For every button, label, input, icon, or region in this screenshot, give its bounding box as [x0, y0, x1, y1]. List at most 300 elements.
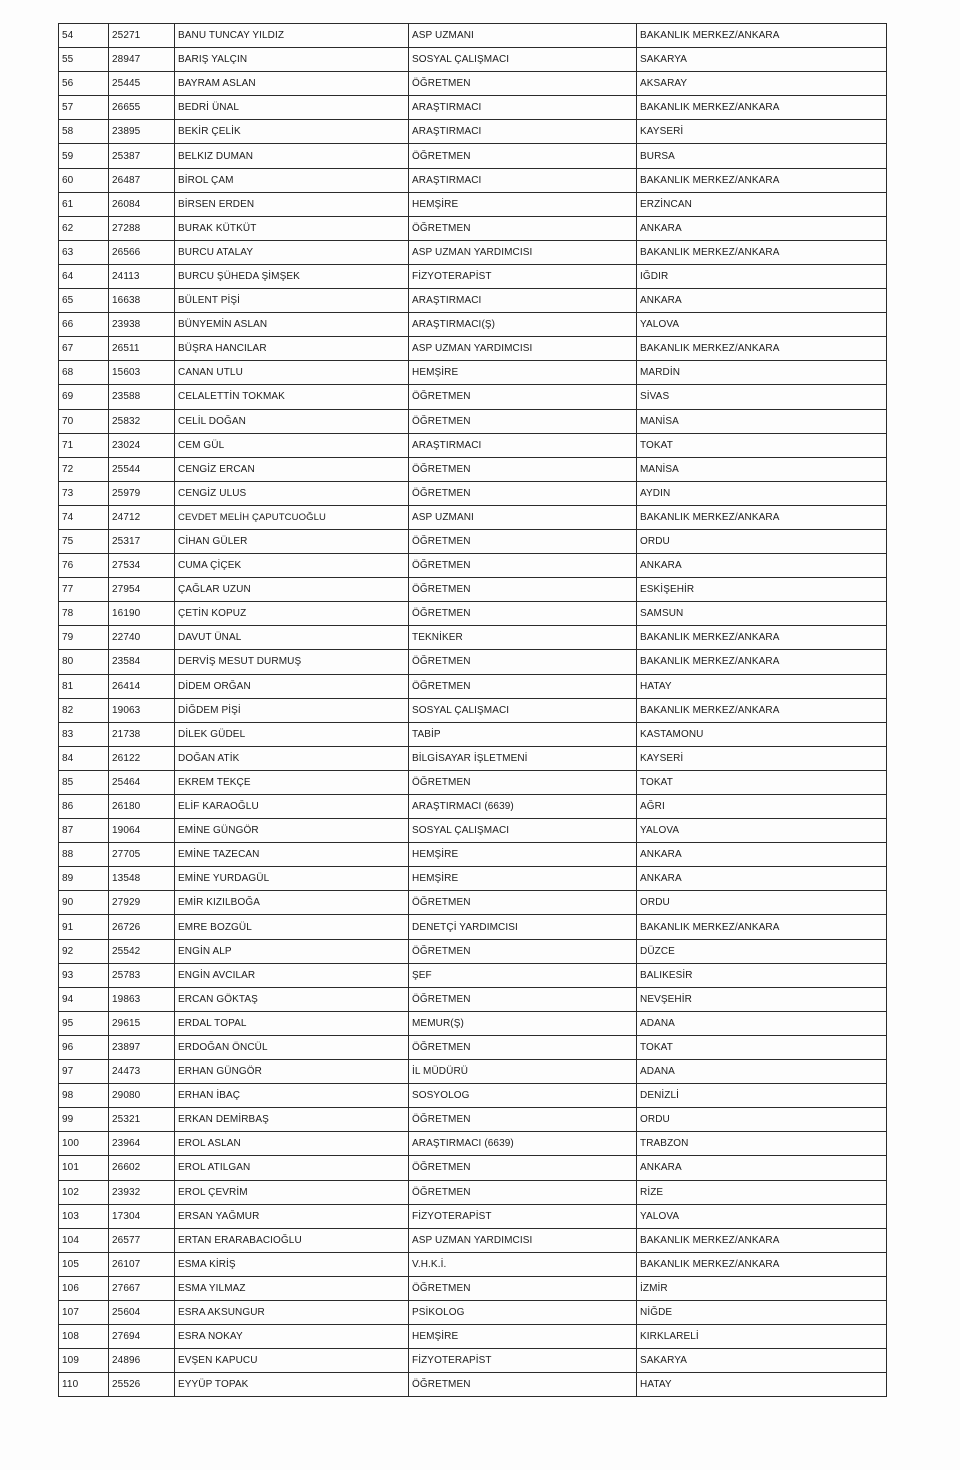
row-number-cell: 70 — [59, 409, 109, 433]
name-cell: ERDAL TOPAL — [175, 1011, 409, 1035]
table-row — [59, 963, 887, 987]
table-row — [59, 1011, 887, 1035]
location-cell: DÜZCE — [637, 939, 887, 963]
job-title-cell: ARAŞTIRMACI — [409, 96, 637, 120]
job-title-cell: BİLGİSAYAR İŞLETMENİ — [409, 746, 637, 770]
location-cell: MARDİN — [637, 361, 887, 385]
name-cell: ERDOĞAN ÖNCÜL — [175, 1035, 409, 1059]
registry-number-cell: 25445 — [109, 72, 175, 96]
location-cell: KIRKLARELİ — [637, 1325, 887, 1349]
job-title-cell: ARAŞTIRMACI — [409, 289, 637, 313]
registry-number-cell: 26180 — [109, 795, 175, 819]
row-number-cell: 59 — [59, 144, 109, 168]
registry-number-cell: 29615 — [109, 1011, 175, 1035]
location-cell: MANİSA — [637, 457, 887, 481]
registry-number-cell: 26414 — [109, 674, 175, 698]
name-cell: BÜLENT PİŞİ — [175, 289, 409, 313]
table-row — [59, 626, 887, 650]
row-number-cell: 72 — [59, 457, 109, 481]
table-row — [59, 698, 887, 722]
job-title-cell: HEMŞİRE — [409, 867, 637, 891]
name-cell: ERTAN ERARABACIOĞLU — [175, 1228, 409, 1252]
job-title-cell: ÖĞRETMEN — [409, 554, 637, 578]
name-cell: EROL ATILGAN — [175, 1156, 409, 1180]
table-row — [59, 505, 887, 529]
location-cell: KASTAMONU — [637, 722, 887, 746]
location-cell: AKSARAY — [637, 72, 887, 96]
location-cell: ANKARA — [637, 289, 887, 313]
name-cell: ESMA YILMAZ — [175, 1276, 409, 1300]
table-row — [59, 1132, 887, 1156]
row-number-cell: 88 — [59, 843, 109, 867]
location-cell: MANİSA — [637, 409, 887, 433]
location-cell: RİZE — [637, 1180, 887, 1204]
job-title-cell: ÖĞRETMEN — [409, 529, 637, 553]
job-title-cell: ÖĞRETMEN — [409, 216, 637, 240]
row-number-cell: 73 — [59, 481, 109, 505]
job-title-cell: ÖĞRETMEN — [409, 770, 637, 794]
registry-number-cell: 27667 — [109, 1276, 175, 1300]
job-title-cell: ÖĞRETMEN — [409, 457, 637, 481]
location-cell: HATAY — [637, 1373, 887, 1397]
job-title-cell: ÖĞRETMEN — [409, 144, 637, 168]
table-row — [59, 216, 887, 240]
table-row — [59, 650, 887, 674]
name-cell: EMİR KIZILBOĞA — [175, 891, 409, 915]
row-number-cell: 65 — [59, 289, 109, 313]
job-title-cell: FİZYOTERAPİST — [409, 1204, 637, 1228]
registry-number-cell: 25542 — [109, 939, 175, 963]
location-cell: KAYSERİ — [637, 120, 887, 144]
job-title-cell: HEMŞİRE — [409, 361, 637, 385]
registry-number-cell: 23895 — [109, 120, 175, 144]
registry-number-cell: 22740 — [109, 626, 175, 650]
job-title-cell: TABİP — [409, 722, 637, 746]
row-number-cell: 64 — [59, 264, 109, 288]
table-row — [59, 168, 887, 192]
table-row — [59, 746, 887, 770]
table-row — [59, 385, 887, 409]
registry-number-cell: 25544 — [109, 457, 175, 481]
job-title-cell: ARAŞTIRMACI (6639) — [409, 1132, 637, 1156]
registry-number-cell: 25317 — [109, 529, 175, 553]
job-title-cell: ÖĞRETMEN — [409, 987, 637, 1011]
job-title-cell: FİZYOTERAPİST — [409, 264, 637, 288]
row-number-cell: 89 — [59, 867, 109, 891]
registry-number-cell: 24113 — [109, 264, 175, 288]
name-cell: BURCU ŞÜHEDA ŞİMŞEK — [175, 264, 409, 288]
location-cell: ORDU — [637, 891, 887, 915]
table-row — [59, 529, 887, 553]
table-row — [59, 24, 887, 48]
row-number-cell: 110 — [59, 1373, 109, 1397]
registry-number-cell: 24896 — [109, 1349, 175, 1373]
table-row — [59, 915, 887, 939]
job-title-cell: ÖĞRETMEN — [409, 578, 637, 602]
name-cell: ERSAN YAĞMUR — [175, 1204, 409, 1228]
location-cell: AYDIN — [637, 481, 887, 505]
row-number-cell: 93 — [59, 963, 109, 987]
registry-number-cell: 29080 — [109, 1084, 175, 1108]
location-cell: ERZİNCAN — [637, 192, 887, 216]
name-cell: ÇAĞLAR UZUN — [175, 578, 409, 602]
row-number-cell: 78 — [59, 602, 109, 626]
job-title-cell: ÖĞRETMEN — [409, 385, 637, 409]
row-number-cell: 69 — [59, 385, 109, 409]
table-row — [59, 96, 887, 120]
row-number-cell: 66 — [59, 313, 109, 337]
job-title-cell: ÖĞRETMEN — [409, 72, 637, 96]
job-title-cell: SOSYAL ÇALIŞMACI — [409, 819, 637, 843]
row-number-cell: 92 — [59, 939, 109, 963]
job-title-cell: SOSYAL ÇALIŞMACI — [409, 48, 637, 72]
row-number-cell: 82 — [59, 698, 109, 722]
registry-number-cell: 16638 — [109, 289, 175, 313]
table-row — [59, 554, 887, 578]
row-number-cell: 57 — [59, 96, 109, 120]
name-cell: DAVUT ÜNAL — [175, 626, 409, 650]
location-cell: ANKARA — [637, 867, 887, 891]
name-cell: CİHAN GÜLER — [175, 529, 409, 553]
registry-number-cell: 15603 — [109, 361, 175, 385]
name-cell: CANAN UTLU — [175, 361, 409, 385]
registry-number-cell: 23024 — [109, 433, 175, 457]
job-title-cell: HEMŞİRE — [409, 192, 637, 216]
table-row — [59, 1325, 887, 1349]
job-title-cell: ÖĞRETMEN — [409, 674, 637, 698]
table-row — [59, 1180, 887, 1204]
table-row — [59, 867, 887, 891]
name-cell: ESRA AKSUNGUR — [175, 1300, 409, 1324]
table-row — [59, 674, 887, 698]
location-cell: TOKAT — [637, 433, 887, 457]
row-number-cell: 63 — [59, 240, 109, 264]
job-title-cell: ARAŞTIRMACI(Ş) — [409, 313, 637, 337]
registry-number-cell: 26084 — [109, 192, 175, 216]
location-cell: BAKANLIK MERKEZ/ANKARA — [637, 698, 887, 722]
row-number-cell: 62 — [59, 216, 109, 240]
location-cell: BAKANLIK MERKEZ/ANKARA — [637, 337, 887, 361]
registry-number-cell: 25979 — [109, 481, 175, 505]
row-number-cell: 101 — [59, 1156, 109, 1180]
location-cell: ESKİŞEHİR — [637, 578, 887, 602]
location-cell: ANKARA — [637, 843, 887, 867]
job-title-cell: HEMŞİRE — [409, 843, 637, 867]
registry-number-cell: 26487 — [109, 168, 175, 192]
row-number-cell: 109 — [59, 1349, 109, 1373]
name-cell: EROL ASLAN — [175, 1132, 409, 1156]
job-title-cell: İL MÜDÜRÜ — [409, 1060, 637, 1084]
name-cell: ÇETİN KOPUZ — [175, 602, 409, 626]
row-number-cell: 81 — [59, 674, 109, 698]
registry-number-cell: 25387 — [109, 144, 175, 168]
row-number-cell: 68 — [59, 361, 109, 385]
row-number-cell: 55 — [59, 48, 109, 72]
location-cell: SAKARYA — [637, 1349, 887, 1373]
name-cell: ESMA KİRİŞ — [175, 1252, 409, 1276]
job-title-cell: ARAŞTIRMACI — [409, 168, 637, 192]
name-cell: BARIŞ YALÇIN — [175, 48, 409, 72]
job-title-cell: SOSYOLOG — [409, 1084, 637, 1108]
name-cell: DİĞDEM PİŞİ — [175, 698, 409, 722]
table-row — [59, 433, 887, 457]
row-number-cell: 85 — [59, 770, 109, 794]
registry-number-cell: 19063 — [109, 698, 175, 722]
job-title-cell: HEMŞİRE — [409, 1325, 637, 1349]
row-number-cell: 60 — [59, 168, 109, 192]
job-title-cell: ARAŞTIRMACI (6639) — [409, 795, 637, 819]
table-row — [59, 481, 887, 505]
job-title-cell: ASP UZMAN YARDIMCISI — [409, 1228, 637, 1252]
job-title-cell: ASP UZMANI — [409, 505, 637, 529]
row-number-cell: 79 — [59, 626, 109, 650]
name-cell: ERHAN İBAÇ — [175, 1084, 409, 1108]
row-number-cell: 84 — [59, 746, 109, 770]
registry-number-cell: 26577 — [109, 1228, 175, 1252]
name-cell: EVŞEN KAPUCU — [175, 1349, 409, 1373]
location-cell: BAKANLIK MERKEZ/ANKARA — [637, 24, 887, 48]
location-cell: SAKARYA — [637, 48, 887, 72]
location-cell: NEVŞEHİR — [637, 987, 887, 1011]
name-cell: BÜNYEMİN ASLAN — [175, 313, 409, 337]
registry-number-cell: 25464 — [109, 770, 175, 794]
registry-number-cell: 25526 — [109, 1373, 175, 1397]
job-title-cell: SOSYAL ÇALIŞMACI — [409, 698, 637, 722]
row-number-cell: 83 — [59, 722, 109, 746]
row-number-cell: 96 — [59, 1035, 109, 1059]
table-row — [59, 240, 887, 264]
table-row — [59, 144, 887, 168]
location-cell: SAMSUN — [637, 602, 887, 626]
location-cell: BAKANLIK MERKEZ/ANKARA — [637, 168, 887, 192]
table-row — [59, 795, 887, 819]
name-cell: BANU TUNCAY YILDIZ — [175, 24, 409, 48]
location-cell: SİVAS — [637, 385, 887, 409]
table-row — [59, 1300, 887, 1324]
table-row — [59, 1156, 887, 1180]
name-cell: DERVİŞ MESUT DURMUŞ — [175, 650, 409, 674]
registry-number-cell: 25604 — [109, 1300, 175, 1324]
row-number-cell: 100 — [59, 1132, 109, 1156]
name-cell: EMİNE GÜNGÖR — [175, 819, 409, 843]
location-cell: İZMİR — [637, 1276, 887, 1300]
location-cell: YALOVA — [637, 1204, 887, 1228]
location-cell: TRABZON — [637, 1132, 887, 1156]
job-title-cell: ÖĞRETMEN — [409, 1373, 637, 1397]
table-row — [59, 987, 887, 1011]
job-title-cell: ÖĞRETMEN — [409, 409, 637, 433]
job-title-cell: ÖĞRETMEN — [409, 650, 637, 674]
location-cell: ANKARA — [637, 554, 887, 578]
table-row — [59, 578, 887, 602]
registry-number-cell: 27929 — [109, 891, 175, 915]
table-row — [59, 1084, 887, 1108]
table-row — [59, 457, 887, 481]
location-cell: BAKANLIK MERKEZ/ANKARA — [637, 650, 887, 674]
row-number-cell: 74 — [59, 505, 109, 529]
table-row — [59, 891, 887, 915]
table-row — [59, 48, 887, 72]
job-title-cell: ÖĞRETMEN — [409, 481, 637, 505]
name-cell: EMİNE YURDAGÜL — [175, 867, 409, 891]
row-number-cell: 80 — [59, 650, 109, 674]
location-cell: BALIKESİR — [637, 963, 887, 987]
row-number-cell: 75 — [59, 529, 109, 553]
table-row — [59, 939, 887, 963]
registry-number-cell: 27954 — [109, 578, 175, 602]
personnel-table — [58, 23, 887, 1397]
registry-number-cell: 25271 — [109, 24, 175, 48]
location-cell: HATAY — [637, 674, 887, 698]
name-cell: ERCAN GÖKTAŞ — [175, 987, 409, 1011]
name-cell: CELALETTİN TOKMAK — [175, 385, 409, 409]
registry-number-cell: 27534 — [109, 554, 175, 578]
name-cell: DİLEK GÜDEL — [175, 722, 409, 746]
table-row — [59, 264, 887, 288]
location-cell: ANKARA — [637, 1156, 887, 1180]
row-number-cell: 87 — [59, 819, 109, 843]
registry-number-cell: 21738 — [109, 722, 175, 746]
name-cell: CEM GÜL — [175, 433, 409, 457]
name-cell: BEKİR ÇELİK — [175, 120, 409, 144]
job-title-cell: ÖĞRETMEN — [409, 1035, 637, 1059]
registry-number-cell: 26511 — [109, 337, 175, 361]
table-row — [59, 313, 887, 337]
location-cell: BAKANLIK MERKEZ/ANKARA — [637, 1228, 887, 1252]
name-cell: ENGİN AVCILAR — [175, 963, 409, 987]
registry-number-cell: 27288 — [109, 216, 175, 240]
job-title-cell: ASP UZMANI — [409, 24, 637, 48]
location-cell: TOKAT — [637, 770, 887, 794]
row-number-cell: 104 — [59, 1228, 109, 1252]
registry-number-cell: 27694 — [109, 1325, 175, 1349]
location-cell: BAKANLIK MERKEZ/ANKARA — [637, 626, 887, 650]
job-title-cell: ŞEF — [409, 963, 637, 987]
location-cell: KAYSERİ — [637, 746, 887, 770]
name-cell: EYYÜP TOPAK — [175, 1373, 409, 1397]
table-row — [59, 120, 887, 144]
name-cell: BURAK KÜTKÜT — [175, 216, 409, 240]
job-title-cell: TEKNİKER — [409, 626, 637, 650]
row-number-cell: 103 — [59, 1204, 109, 1228]
personnel-table-body — [59, 24, 887, 1397]
registry-number-cell: 27705 — [109, 843, 175, 867]
location-cell: AĞRI — [637, 795, 887, 819]
row-number-cell: 91 — [59, 915, 109, 939]
table-row — [59, 361, 887, 385]
registry-number-cell: 25783 — [109, 963, 175, 987]
name-cell: ERHAN GÜNGÖR — [175, 1060, 409, 1084]
registry-number-cell: 16190 — [109, 602, 175, 626]
name-cell: ELİF KARAOĞLU — [175, 795, 409, 819]
job-title-cell: ASP UZMAN YARDIMCISI — [409, 337, 637, 361]
name-cell: ENGİN ALP — [175, 939, 409, 963]
location-cell: BAKANLIK MERKEZ/ANKARA — [637, 1252, 887, 1276]
job-title-cell: DENETÇİ YARDIMCISI — [409, 915, 637, 939]
registry-number-cell: 26107 — [109, 1252, 175, 1276]
location-cell: ADANA — [637, 1011, 887, 1035]
name-cell: EMİNE TAZECAN — [175, 843, 409, 867]
location-cell: BAKANLIK MERKEZ/ANKARA — [637, 96, 887, 120]
registry-number-cell: 23588 — [109, 385, 175, 409]
job-title-cell: ÖĞRETMEN — [409, 1156, 637, 1180]
registry-number-cell: 24712 — [109, 505, 175, 529]
row-number-cell: 86 — [59, 795, 109, 819]
name-cell: ESRA NOKAY — [175, 1325, 409, 1349]
name-cell: EMRE BOZGÜL — [175, 915, 409, 939]
registry-number-cell: 13548 — [109, 867, 175, 891]
table-row — [59, 1349, 887, 1373]
job-title-cell: ASP UZMAN YARDIMCISI — [409, 240, 637, 264]
row-number-cell: 107 — [59, 1300, 109, 1324]
name-cell: BİRSEN ERDEN — [175, 192, 409, 216]
row-number-cell: 67 — [59, 337, 109, 361]
location-cell: BAKANLIK MERKEZ/ANKARA — [637, 915, 887, 939]
job-title-cell: ARAŞTIRMACI — [409, 433, 637, 457]
registry-number-cell: 26122 — [109, 746, 175, 770]
table-row — [59, 1252, 887, 1276]
registry-number-cell: 26602 — [109, 1156, 175, 1180]
table-row — [59, 770, 887, 794]
table-row — [59, 722, 887, 746]
registry-number-cell: 24473 — [109, 1060, 175, 1084]
row-number-cell: 99 — [59, 1108, 109, 1132]
registry-number-cell: 28947 — [109, 48, 175, 72]
name-cell: BELKIZ DUMAN — [175, 144, 409, 168]
row-number-cell: 77 — [59, 578, 109, 602]
job-title-cell: PSİKOLOG — [409, 1300, 637, 1324]
location-cell: BAKANLIK MERKEZ/ANKARA — [637, 505, 887, 529]
row-number-cell: 108 — [59, 1325, 109, 1349]
name-cell: BURCU ATALAY — [175, 240, 409, 264]
registry-number-cell: 19863 — [109, 987, 175, 1011]
row-number-cell: 94 — [59, 987, 109, 1011]
job-title-cell: V.H.K.İ. — [409, 1252, 637, 1276]
registry-number-cell: 25832 — [109, 409, 175, 433]
table-row — [59, 602, 887, 626]
location-cell: NİĞDE — [637, 1300, 887, 1324]
table-row — [59, 819, 887, 843]
name-cell: DİDEM ORĞAN — [175, 674, 409, 698]
table-row — [59, 1204, 887, 1228]
registry-number-cell: 26566 — [109, 240, 175, 264]
job-title-cell: ÖĞRETMEN — [409, 1180, 637, 1204]
job-title-cell: ÖĞRETMEN — [409, 891, 637, 915]
row-number-cell: 97 — [59, 1060, 109, 1084]
name-cell: CUMA ÇİÇEK — [175, 554, 409, 578]
name-cell: CEVDET MELİH ÇAPUTCUOĞLU — [175, 505, 409, 529]
location-cell: DENİZLİ — [637, 1084, 887, 1108]
name-cell: CENGİZ ULUS — [175, 481, 409, 505]
job-title-cell: MEMUR(Ş) — [409, 1011, 637, 1035]
registry-number-cell: 26655 — [109, 96, 175, 120]
job-title-cell: FİZYOTERAPİST — [409, 1349, 637, 1373]
table-row — [59, 843, 887, 867]
registry-number-cell: 25321 — [109, 1108, 175, 1132]
table-row — [59, 192, 887, 216]
registry-number-cell: 23932 — [109, 1180, 175, 1204]
location-cell: BURSA — [637, 144, 887, 168]
name-cell: BÜŞRA HANCILAR — [175, 337, 409, 361]
row-number-cell: 106 — [59, 1276, 109, 1300]
name-cell: DOĞAN ATİK — [175, 746, 409, 770]
row-number-cell: 71 — [59, 433, 109, 457]
registry-number-cell: 17304 — [109, 1204, 175, 1228]
table-row — [59, 72, 887, 96]
table-row — [59, 337, 887, 361]
name-cell: ERKAN DEMİRBAŞ — [175, 1108, 409, 1132]
location-cell: BAKANLIK MERKEZ/ANKARA — [637, 240, 887, 264]
